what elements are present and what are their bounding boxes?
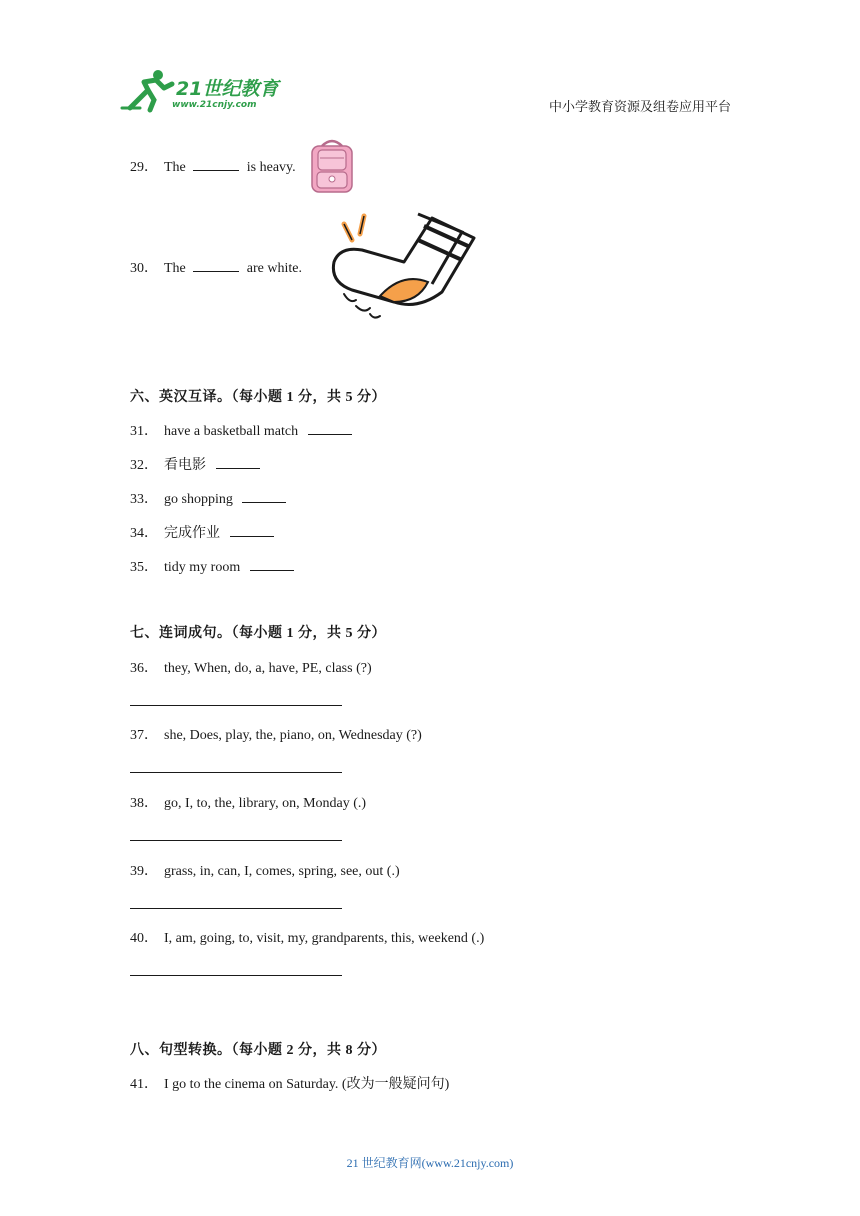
footer-text[interactable]: 21 世纪教育网(www.21cnjy.com)	[346, 1156, 514, 1170]
answer-blank[interactable]	[216, 456, 260, 469]
answer-line[interactable]	[130, 705, 342, 706]
question-30: 30． The are white.	[130, 261, 302, 276]
answer-blank[interactable]	[250, 558, 294, 571]
question-36: 36． they, When, do, a, have, PE, class (?)	[130, 661, 372, 676]
answer-blank[interactable]	[242, 490, 286, 503]
answer-line[interactable]	[130, 975, 342, 976]
question-38: 38． go, I, to, the, library, on, Monday (.)	[130, 796, 367, 811]
schoolbag-icon	[308, 138, 356, 194]
section-6-title: 六、英汉互译。（每小题 1 分，共 5 分）	[130, 390, 386, 405]
question-31: 31． have a basketball match	[130, 420, 352, 440]
question-29: 29． The is heavy.	[130, 160, 296, 175]
question-33: 33． go shopping	[130, 488, 286, 508]
answer-line[interactable]	[130, 840, 342, 841]
header-platform-text: 中小学教育资源及组卷应用平台	[549, 99, 732, 114]
answer-blank[interactable]	[230, 524, 274, 537]
section-7-title: 七、连词成句。（每小题 1 分，共 5 分）	[130, 626, 386, 641]
question-41: 41． I go to the cinema on Saturday. (改为一般疑问句)	[130, 1077, 450, 1092]
answer-line[interactable]	[130, 908, 342, 909]
section-8-title: 八、句型转换。（每小题 2 分，共 8 分）	[130, 1043, 386, 1058]
socks-icon	[322, 210, 482, 322]
answer-line[interactable]	[130, 772, 342, 773]
question-39: 39． grass, in, can, I, comes, spring, see, out (.)	[130, 864, 400, 879]
header-logo	[120, 68, 290, 116]
question-40: 40． I, am, going, to, visit, my, grandparents, this, weekend (.)	[130, 931, 485, 946]
logo-url: www.21cnjy.com	[172, 100, 257, 110]
question-35: 35． tidy my room	[130, 556, 294, 576]
answer-blank[interactable]	[193, 259, 239, 272]
question-34: 34． 完成作业	[130, 522, 274, 542]
answer-blank[interactable]	[308, 422, 352, 435]
question-32: 32． 看电影	[130, 454, 260, 474]
question-37: 37． she, Does, play, the, piano, on, Wednesday (?)	[130, 728, 422, 743]
runner-logo-icon	[120, 68, 178, 114]
answer-blank[interactable]	[193, 158, 239, 171]
logo-text: 21世纪教育	[176, 78, 279, 100]
